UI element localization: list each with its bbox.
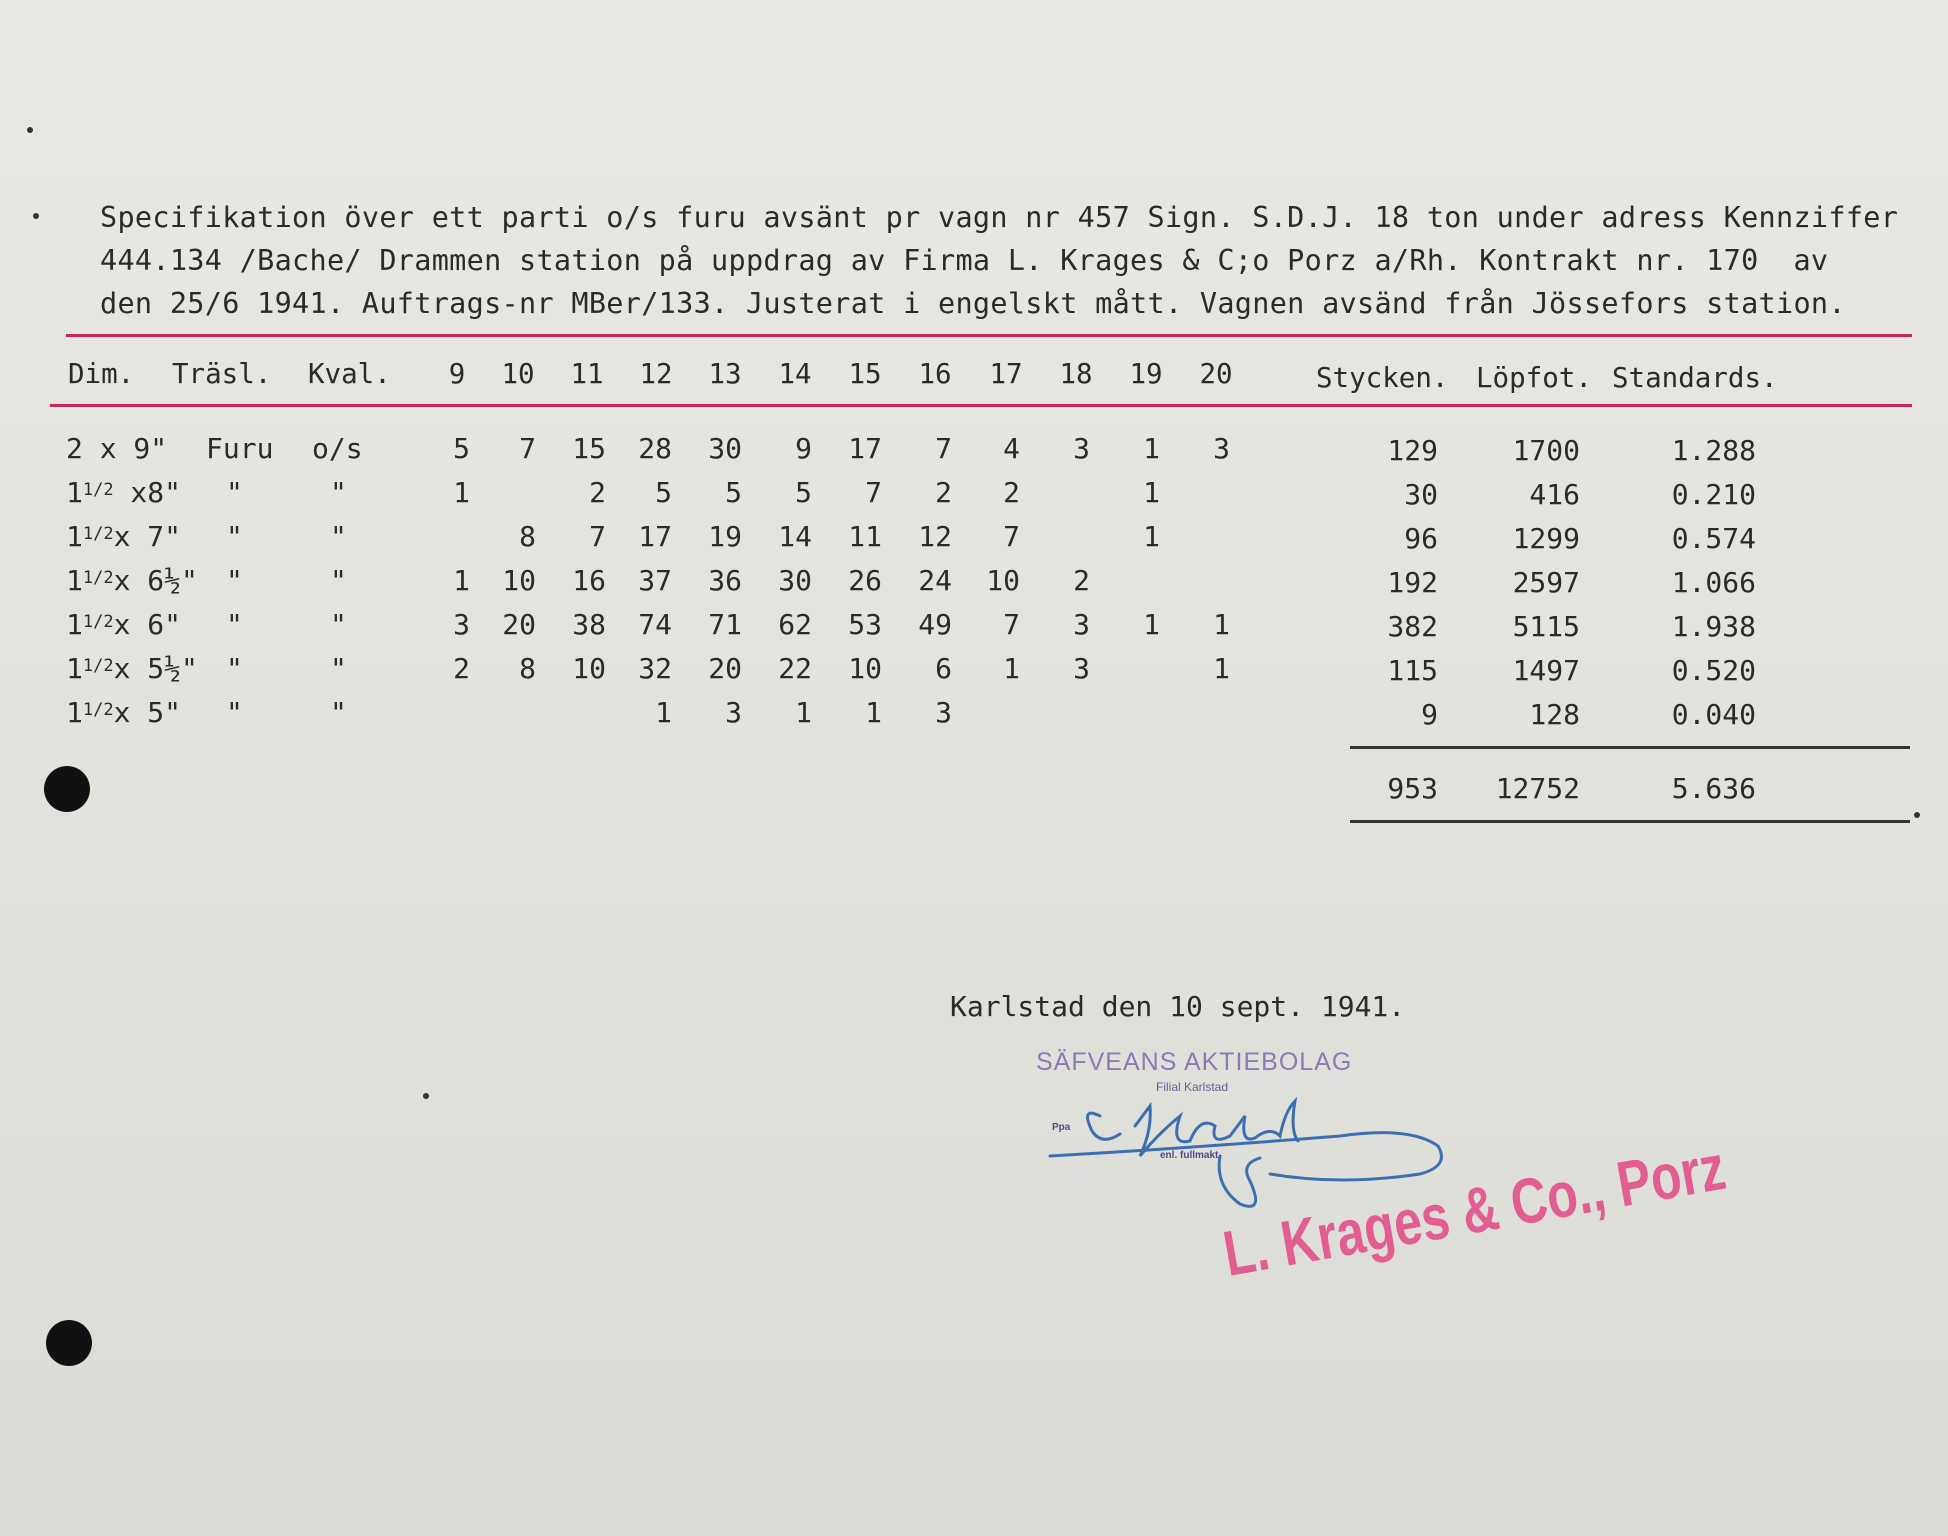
count-length-15: 26 (848, 564, 882, 597)
count-length-17: 10 (986, 564, 1020, 597)
count-length-14: 62 (778, 608, 812, 641)
company-stamp-per: Ppa (1052, 1122, 1071, 1133)
row-quality: " (330, 652, 347, 685)
ink-speck (1914, 812, 1920, 818)
dimension-fraction: 1/2 (82, 700, 114, 720)
punch-hole (46, 1320, 92, 1366)
count-length-13: 30 (708, 432, 742, 465)
count-length-11: 10 (572, 652, 606, 685)
count-length-11: 16 (572, 564, 606, 597)
count-length-12: 74 (638, 608, 672, 641)
row-lopfot: 1497 (1512, 654, 1580, 687)
dimension-whole: 1 (66, 564, 83, 597)
row-wood-species: " (226, 564, 243, 597)
count-length-9: 3 (453, 608, 470, 641)
count-length-20: 1 (1213, 608, 1230, 641)
row-wood-species: " (226, 696, 243, 729)
header-length-16: 16 (918, 358, 952, 390)
row-wood-species: Furu (206, 432, 274, 465)
count-length-13: 5 (725, 476, 742, 509)
header-length-17: 17 (989, 358, 1023, 390)
row-dimension (66, 520, 181, 553)
count-length-14: 5 (795, 476, 812, 509)
header-stycken: Stycken. (1316, 362, 1449, 394)
row-quality: " (330, 608, 347, 641)
header-length-11: 11 (570, 358, 604, 390)
count-length-19: 1 (1143, 432, 1160, 465)
row-stycken: 30 (1404, 478, 1438, 511)
ink-speck (27, 127, 33, 133)
row-standards: 0.520 (1671, 654, 1756, 687)
dimension-whole: 1 (66, 608, 83, 641)
row-quality: o/s (312, 432, 363, 465)
dimension-whole: 1 (66, 652, 83, 685)
count-length-16: 12 (918, 520, 952, 553)
count-length-9: 5 (453, 432, 470, 465)
count-length-12: 5 (655, 476, 672, 509)
total-lopfot: 12752 (1495, 772, 1580, 805)
count-length-12: 1 (655, 696, 672, 729)
count-length-11: 38 (572, 608, 606, 641)
count-length-10: 8 (519, 652, 536, 685)
row-stycken: 382 (1387, 610, 1438, 643)
dimension-fraction: 1/2 (82, 480, 114, 500)
header-lopfot: Löpfot. (1476, 362, 1592, 394)
row-wood-species: " (226, 608, 243, 641)
header-dim: Dim. (68, 358, 135, 390)
dimension-size: x 6½" (113, 564, 198, 597)
count-length-12: 32 (638, 652, 672, 685)
row-stycken: 115 (1387, 654, 1438, 687)
header-standards: Standards. (1612, 362, 1778, 394)
count-length-15: 10 (848, 652, 882, 685)
header-kval: Kval. (308, 358, 391, 390)
rule-below-header (50, 404, 1912, 407)
count-length-15: 17 (848, 432, 882, 465)
dimension-whole: 1 (66, 696, 83, 729)
company-stamp-title: enl. fullmakt (1160, 1150, 1219, 1161)
count-length-15: 1 (865, 696, 882, 729)
count-length-10: 20 (502, 608, 536, 641)
count-length-14: 14 (778, 520, 812, 553)
row-lopfot: 416 (1529, 478, 1580, 511)
rule-above-header (66, 334, 1912, 337)
count-length-18: 3 (1073, 608, 1090, 641)
ink-speck (33, 213, 39, 219)
count-length-18: 3 (1073, 652, 1090, 685)
count-length-13: 3 (725, 696, 742, 729)
header-trasl: Träsl. (172, 358, 272, 390)
count-length-13: 71 (708, 608, 742, 641)
dimension-whole: 1 (66, 476, 83, 509)
count-length-19: 1 (1143, 476, 1160, 509)
header-length-19: 19 (1129, 358, 1163, 390)
row-standards: 1.288 (1671, 434, 1756, 467)
dimension-fraction: 1/2 (82, 612, 114, 632)
row-dimension (66, 608, 181, 641)
row-wood-species: " (226, 476, 243, 509)
row-lopfot: 128 (1529, 698, 1580, 731)
row-standards: 0.574 (1671, 522, 1756, 555)
count-length-10: 10 (502, 564, 536, 597)
row-quality: " (330, 476, 347, 509)
count-length-20: 1 (1213, 652, 1230, 685)
header-length-12: 12 (639, 358, 673, 390)
count-length-14: 1 (795, 696, 812, 729)
count-length-20: 3 (1213, 432, 1230, 465)
row-standards: 0.040 (1671, 698, 1756, 731)
count-length-19: 1 (1143, 608, 1160, 641)
dimension-size: x 7" (113, 520, 182, 553)
dimension-fraction: 1/2 (82, 524, 114, 544)
intro-line-3: den 25/6 1941. Auftrags-nr MBer/133. Justerat i engelskt mått. Vagnen avsänd från Jössefors station. (100, 287, 1846, 320)
count-length-10: 8 (519, 520, 536, 553)
row-dimension (66, 652, 198, 685)
count-length-13: 20 (708, 652, 742, 685)
count-length-16: 49 (918, 608, 952, 641)
row-standards: 1.066 (1671, 566, 1756, 599)
count-length-10: 7 (519, 432, 536, 465)
count-length-16: 6 (935, 652, 952, 685)
header-length-20: 20 (1199, 358, 1233, 390)
count-length-18: 2 (1073, 564, 1090, 597)
count-length-15: 11 (848, 520, 882, 553)
count-length-16: 24 (918, 564, 952, 597)
count-length-12: 17 (638, 520, 672, 553)
row-lopfot: 5115 (1512, 610, 1580, 643)
count-length-19: 1 (1143, 520, 1160, 553)
sum-rule (1350, 746, 1910, 749)
place-and-date: Karlstad den 10 sept. 1941. (950, 990, 1406, 1023)
count-length-17: 1 (1003, 652, 1020, 685)
row-lopfot: 2597 (1512, 566, 1580, 599)
ink-speck (423, 1093, 429, 1099)
header-length-18: 18 (1059, 358, 1093, 390)
dimension-size: x8" (113, 476, 182, 509)
count-length-13: 36 (708, 564, 742, 597)
intro-line-2: 444.134 /Bache/ Drammen station på uppdrag av Firma L. Krages & C;o Porz a/Rh. Kontrakt nr. 170 av (100, 244, 1829, 277)
intro-line-1: Specifikation över ett parti o/s furu avsänt pr vagn nr 457 Sign. S.D.J. 18 ton under adress Kennziffer (100, 201, 1899, 234)
row-dimension (66, 432, 167, 465)
count-length-14: 22 (778, 652, 812, 685)
dimension-fraction: 1/2 (82, 568, 114, 588)
dimension-size: x 5½" (113, 652, 198, 685)
count-length-15: 53 (848, 608, 882, 641)
row-quality: " (330, 520, 347, 553)
count-length-17: 4 (1003, 432, 1020, 465)
header-length-13: 13 (708, 358, 742, 390)
header-length-10: 10 (501, 358, 535, 390)
count-length-15: 7 (865, 476, 882, 509)
header-length-15: 15 (848, 358, 882, 390)
count-length-16: 7 (935, 432, 952, 465)
count-length-9: 1 (453, 564, 470, 597)
count-length-17: 2 (1003, 476, 1020, 509)
row-dimension (66, 564, 198, 597)
total-stycken: 953 (1387, 772, 1438, 805)
count-length-9: 2 (453, 652, 470, 685)
count-length-13: 19 (708, 520, 742, 553)
company-stamp-branch: Filial Karlstad (1156, 1080, 1229, 1094)
count-length-11: 15 (572, 432, 606, 465)
row-stycken: 9 (1421, 698, 1438, 731)
count-length-18: 3 (1073, 432, 1090, 465)
row-lopfot: 1700 (1512, 434, 1580, 467)
count-length-17: 7 (1003, 608, 1020, 641)
dimension-size: x 5" (113, 696, 182, 729)
dimension-whole: 1 (66, 520, 83, 553)
row-wood-species: " (226, 520, 243, 553)
dimension-fraction: 1/2 (82, 656, 114, 676)
count-length-17: 7 (1003, 520, 1020, 553)
row-quality: " (330, 696, 347, 729)
header-length-9: 9 (448, 358, 466, 390)
count-length-12: 28 (638, 432, 672, 465)
count-length-14: 9 (795, 432, 812, 465)
row-stycken: 129 (1387, 434, 1438, 467)
row-stycken: 96 (1404, 522, 1438, 555)
row-standards: 1.938 (1671, 610, 1756, 643)
company-stamp: SÄFVEANS AKTIEBOLAG (1036, 1048, 1353, 1076)
row-standards: 0.210 (1671, 478, 1756, 511)
count-length-11: 2 (589, 476, 606, 509)
row-wood-species: " (226, 652, 243, 685)
count-length-9: 1 (453, 476, 470, 509)
row-dimension (66, 696, 181, 729)
count-length-12: 37 (638, 564, 672, 597)
punch-hole (44, 766, 90, 812)
header-length-14: 14 (778, 358, 812, 390)
row-lopfot: 1299 (1512, 522, 1580, 555)
count-length-14: 30 (778, 564, 812, 597)
row-dimension (66, 476, 181, 509)
row-stycken: 192 (1387, 566, 1438, 599)
count-length-16: 3 (935, 696, 952, 729)
receiver-stamp: L. Krages & Co., Porz (1218, 1130, 1731, 1290)
count-length-16: 2 (935, 476, 952, 509)
specification-intro (100, 196, 1900, 325)
dimension-text: 2 x 9" (66, 432, 168, 465)
sum-double-rule (1350, 820, 1910, 823)
row-quality: " (330, 564, 347, 597)
dimension-size: x 6" (113, 608, 182, 641)
count-length-11: 7 (589, 520, 606, 553)
total-standards: 5.636 (1671, 772, 1756, 805)
